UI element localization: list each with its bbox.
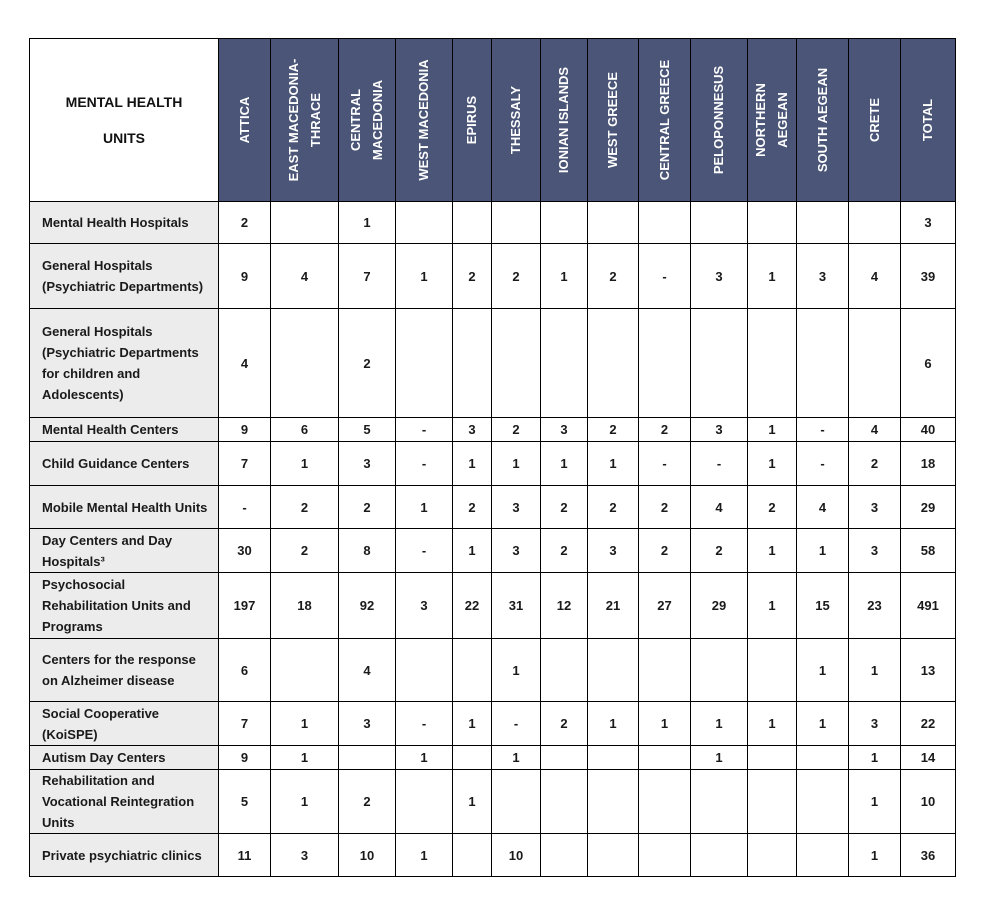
value-cell: 3 bbox=[691, 244, 748, 309]
column-header-line: CRETE bbox=[866, 97, 882, 143]
value-cell: 2 bbox=[541, 529, 588, 573]
column-header-line: AEGEAN bbox=[775, 92, 790, 148]
column-header-text bbox=[750, 83, 794, 157]
value-cell: 1 bbox=[396, 244, 453, 309]
total-cell: 36 bbox=[901, 834, 956, 877]
column-header-region bbox=[453, 39, 492, 202]
value-cell: 23 bbox=[849, 573, 901, 639]
value-cell bbox=[541, 202, 588, 244]
value-cell: 2 bbox=[588, 418, 639, 442]
column-header-region bbox=[396, 39, 453, 202]
column-header-region bbox=[588, 39, 639, 202]
value-cell bbox=[691, 202, 748, 244]
value-cell: 1 bbox=[849, 834, 901, 877]
row-label: Mental Health Hospitals bbox=[30, 202, 219, 244]
value-cell: 5 bbox=[219, 770, 271, 834]
total-cell: 29 bbox=[901, 486, 956, 529]
value-cell: 3 bbox=[849, 702, 901, 746]
value-cell bbox=[271, 639, 339, 702]
value-cell bbox=[541, 309, 588, 418]
column-header-line: WEST GREECE bbox=[605, 71, 620, 169]
value-cell: 2 bbox=[748, 486, 797, 529]
value-cell: 3 bbox=[691, 418, 748, 442]
value-cell: 2 bbox=[339, 486, 396, 529]
value-cell bbox=[748, 309, 797, 418]
value-cell: 8 bbox=[339, 529, 396, 573]
value-cell bbox=[849, 309, 901, 418]
value-cell: 1 bbox=[271, 746, 339, 770]
value-cell bbox=[797, 834, 849, 877]
value-cell: 1 bbox=[492, 639, 541, 702]
value-cell: 4 bbox=[797, 486, 849, 529]
value-cell: - bbox=[797, 442, 849, 486]
value-cell: 15 bbox=[797, 573, 849, 639]
value-cell: 4 bbox=[339, 639, 396, 702]
column-header-line: MACEDONIA bbox=[370, 79, 385, 161]
table-row bbox=[30, 202, 956, 244]
value-cell: 2 bbox=[691, 529, 748, 573]
column-header-line: THESSALY bbox=[508, 85, 523, 155]
value-cell: 2 bbox=[541, 486, 588, 529]
value-cell bbox=[639, 834, 691, 877]
column-header-text bbox=[234, 97, 256, 144]
value-cell: 1 bbox=[492, 442, 541, 486]
value-cell: 1 bbox=[849, 639, 901, 702]
value-cell bbox=[748, 639, 797, 702]
value-cell: 10 bbox=[339, 834, 396, 877]
value-cell bbox=[492, 309, 541, 418]
value-cell: 3 bbox=[339, 442, 396, 486]
column-header-region bbox=[748, 39, 797, 202]
value-cell bbox=[541, 639, 588, 702]
value-cell: 2 bbox=[492, 418, 541, 442]
value-cell: 29 bbox=[691, 573, 748, 639]
value-cell: 4 bbox=[849, 418, 901, 442]
value-cell: 10 bbox=[492, 834, 541, 877]
value-cell: 18 bbox=[271, 573, 339, 639]
row-label: Mental Health Centers bbox=[30, 418, 219, 442]
value-cell: 3 bbox=[339, 702, 396, 746]
table-row bbox=[30, 309, 956, 418]
value-cell: - bbox=[396, 702, 453, 746]
mental-health-units-table bbox=[29, 38, 956, 877]
value-cell: 27 bbox=[639, 573, 691, 639]
table-row bbox=[30, 244, 956, 309]
value-cell: 1 bbox=[748, 442, 797, 486]
value-cell: 3 bbox=[271, 834, 339, 877]
column-header-region bbox=[691, 39, 748, 202]
value-cell: 3 bbox=[492, 486, 541, 529]
value-cell: 3 bbox=[541, 418, 588, 442]
total-cell: 3 bbox=[901, 202, 956, 244]
value-cell: 1 bbox=[271, 442, 339, 486]
value-cell: 2 bbox=[453, 244, 492, 309]
value-cell: 1 bbox=[797, 702, 849, 746]
value-cell bbox=[639, 202, 691, 244]
value-cell: 1 bbox=[396, 834, 453, 877]
value-cell: 4 bbox=[271, 244, 339, 309]
value-cell bbox=[797, 309, 849, 418]
value-cell: 3 bbox=[849, 486, 901, 529]
mental-health-units-header bbox=[30, 39, 219, 202]
value-cell bbox=[639, 639, 691, 702]
column-header-region bbox=[797, 39, 849, 202]
total-cell: 58 bbox=[901, 529, 956, 573]
table-row bbox=[30, 770, 956, 834]
value-cell: 1 bbox=[748, 244, 797, 309]
value-cell: 1 bbox=[339, 202, 396, 244]
value-cell bbox=[271, 202, 339, 244]
row-label: Day Centers and Day Hospitals³ bbox=[30, 529, 219, 573]
value-cell: 2 bbox=[219, 202, 271, 244]
value-cell bbox=[588, 639, 639, 702]
value-cell: 1 bbox=[396, 746, 453, 770]
value-cell bbox=[396, 202, 453, 244]
value-cell: 1 bbox=[541, 442, 588, 486]
value-cell bbox=[797, 202, 849, 244]
column-header-region bbox=[541, 39, 588, 202]
value-cell: 4 bbox=[691, 486, 748, 529]
value-cell bbox=[748, 834, 797, 877]
column-header-text bbox=[283, 59, 327, 182]
column-header-line: IONIAN ISLANDS bbox=[556, 66, 571, 174]
mental-health-units-table-container bbox=[29, 38, 956, 877]
value-cell: 1 bbox=[588, 442, 639, 486]
total-cell: 22 bbox=[901, 702, 956, 746]
value-cell: - bbox=[396, 442, 453, 486]
value-cell: 1 bbox=[588, 702, 639, 746]
value-cell: 1 bbox=[748, 702, 797, 746]
value-cell: 1 bbox=[396, 486, 453, 529]
value-cell: 2 bbox=[639, 486, 691, 529]
value-cell: 2 bbox=[339, 770, 396, 834]
header-row bbox=[30, 39, 956, 202]
table-row bbox=[30, 486, 956, 529]
value-cell: - bbox=[219, 486, 271, 529]
column-header-text bbox=[553, 67, 575, 173]
value-cell: 7 bbox=[219, 702, 271, 746]
value-cell: 2 bbox=[639, 529, 691, 573]
value-cell: 30 bbox=[219, 529, 271, 573]
value-cell: 1 bbox=[453, 702, 492, 746]
value-cell: 3 bbox=[453, 418, 492, 442]
value-cell bbox=[396, 770, 453, 834]
value-cell bbox=[691, 309, 748, 418]
value-cell: 1 bbox=[797, 529, 849, 573]
total-cell: 6 bbox=[901, 309, 956, 418]
row-label: Private psychiatric clinics bbox=[30, 834, 219, 877]
column-header-region bbox=[849, 39, 901, 202]
value-cell bbox=[588, 202, 639, 244]
column-header-text bbox=[917, 99, 939, 141]
column-header-line: CENTRAL GREECE bbox=[656, 59, 672, 181]
row-label: Child Guidance Centers bbox=[30, 442, 219, 486]
table-row bbox=[30, 573, 956, 639]
column-header-line: NORTHERN bbox=[753, 83, 768, 157]
value-cell: 9 bbox=[219, 244, 271, 309]
value-cell: - bbox=[639, 244, 691, 309]
row-label: Centers for the response on Alzheimer disease bbox=[30, 639, 219, 702]
table-row bbox=[30, 639, 956, 702]
value-cell: 1 bbox=[453, 770, 492, 834]
table-row bbox=[30, 442, 956, 486]
value-cell: 2 bbox=[492, 244, 541, 309]
value-cell: 1 bbox=[271, 702, 339, 746]
total-cell: 491 bbox=[901, 573, 956, 639]
value-cell: 2 bbox=[339, 309, 396, 418]
value-cell: 4 bbox=[849, 244, 901, 309]
total-cell: 13 bbox=[901, 639, 956, 702]
value-cell: 6 bbox=[271, 418, 339, 442]
value-cell: 31 bbox=[492, 573, 541, 639]
value-cell: 9 bbox=[219, 746, 271, 770]
value-cell bbox=[492, 770, 541, 834]
column-header-region bbox=[271, 39, 339, 202]
value-cell: 197 bbox=[219, 573, 271, 639]
table-row bbox=[30, 746, 956, 770]
value-cell bbox=[492, 202, 541, 244]
value-cell: 3 bbox=[396, 573, 453, 639]
value-cell bbox=[691, 770, 748, 834]
value-cell: 1 bbox=[691, 746, 748, 770]
column-header-region bbox=[339, 39, 396, 202]
value-cell: 7 bbox=[339, 244, 396, 309]
column-header-line: CENTRAL bbox=[348, 88, 363, 152]
value-cell: 1 bbox=[691, 702, 748, 746]
column-header-line: TOTAL bbox=[920, 98, 935, 142]
value-cell bbox=[748, 770, 797, 834]
value-cell bbox=[541, 746, 588, 770]
column-header-line: EAST MACEDONIA- bbox=[285, 58, 301, 182]
value-cell: 2 bbox=[639, 418, 691, 442]
value-cell: 1 bbox=[271, 770, 339, 834]
value-cell: 2 bbox=[271, 486, 339, 529]
column-header-line: WEST MACEDONIA bbox=[416, 59, 431, 181]
value-cell: 1 bbox=[453, 442, 492, 486]
column-header-line: SOUTH AEGEAN bbox=[814, 67, 830, 173]
value-cell: 2 bbox=[453, 486, 492, 529]
table-row bbox=[30, 834, 956, 877]
value-cell: - bbox=[396, 418, 453, 442]
value-cell: 11 bbox=[219, 834, 271, 877]
value-cell: 2 bbox=[588, 244, 639, 309]
column-header-text bbox=[345, 80, 389, 160]
total-cell: 18 bbox=[901, 442, 956, 486]
column-header-line: ATTICA bbox=[236, 96, 252, 144]
value-cell bbox=[339, 746, 396, 770]
value-cell bbox=[453, 202, 492, 244]
value-cell bbox=[588, 309, 639, 418]
value-cell: - bbox=[691, 442, 748, 486]
value-cell: 2 bbox=[541, 702, 588, 746]
value-cell: - bbox=[639, 442, 691, 486]
value-cell: 1 bbox=[492, 746, 541, 770]
value-cell: 2 bbox=[588, 486, 639, 529]
value-cell bbox=[453, 834, 492, 877]
value-cell: 1 bbox=[541, 244, 588, 309]
value-cell: 1 bbox=[849, 746, 901, 770]
column-header-text bbox=[461, 96, 483, 144]
corner-header-line: MENTAL HEALTH bbox=[65, 94, 183, 110]
value-cell bbox=[271, 309, 339, 418]
value-cell: 22 bbox=[453, 573, 492, 639]
value-cell bbox=[588, 770, 639, 834]
value-cell bbox=[849, 202, 901, 244]
value-cell: - bbox=[797, 418, 849, 442]
value-cell: 1 bbox=[748, 418, 797, 442]
column-header-text bbox=[812, 68, 834, 172]
row-label: Rehabilitation and Vocational Reintegration Units bbox=[30, 770, 219, 834]
total-cell: 40 bbox=[901, 418, 956, 442]
column-header-line: THRACE bbox=[307, 92, 323, 148]
row-label: Autism Day Centers bbox=[30, 746, 219, 770]
value-cell: - bbox=[492, 702, 541, 746]
value-cell bbox=[691, 639, 748, 702]
value-cell: 1 bbox=[849, 770, 901, 834]
value-cell bbox=[639, 746, 691, 770]
value-cell: 3 bbox=[588, 529, 639, 573]
column-header-text bbox=[413, 59, 435, 180]
value-cell: - bbox=[396, 529, 453, 573]
value-cell: 3 bbox=[797, 244, 849, 309]
value-cell bbox=[396, 639, 453, 702]
row-label: Psychosocial Rehabilitation Units and Programs bbox=[30, 573, 219, 639]
value-cell bbox=[453, 639, 492, 702]
total-cell: 39 bbox=[901, 244, 956, 309]
value-cell bbox=[639, 309, 691, 418]
total-cell: 10 bbox=[901, 770, 956, 834]
value-cell bbox=[797, 746, 849, 770]
column-header-text bbox=[505, 86, 527, 154]
value-cell bbox=[797, 770, 849, 834]
value-cell: 5 bbox=[339, 418, 396, 442]
value-cell bbox=[588, 834, 639, 877]
total-cell: 14 bbox=[901, 746, 956, 770]
value-cell: 9 bbox=[219, 418, 271, 442]
row-label: General Hospitals (Psychiatric Departments for children and Adolescents) bbox=[30, 309, 219, 418]
column-header-region bbox=[219, 39, 271, 202]
column-header-region bbox=[639, 39, 691, 202]
column-header-line: EPIRUS bbox=[464, 95, 479, 145]
row-label: Social Cooperative (KoiSPE) bbox=[30, 702, 219, 746]
value-cell: 3 bbox=[849, 529, 901, 573]
value-cell: 1 bbox=[453, 529, 492, 573]
value-cell: 92 bbox=[339, 573, 396, 639]
value-cell: 7 bbox=[219, 442, 271, 486]
row-label: General Hospitals (Psychiatric Departments) bbox=[30, 244, 219, 309]
value-cell bbox=[748, 202, 797, 244]
value-cell bbox=[453, 746, 492, 770]
column-header-text bbox=[654, 60, 676, 180]
value-cell: 1 bbox=[748, 573, 797, 639]
value-cell bbox=[691, 834, 748, 877]
value-cell bbox=[396, 309, 453, 418]
column-header-text bbox=[708, 66, 730, 174]
column-header-region bbox=[901, 39, 956, 202]
row-label: Mobile Mental Health Units bbox=[30, 486, 219, 529]
value-cell bbox=[588, 746, 639, 770]
value-cell: 1 bbox=[797, 639, 849, 702]
value-cell bbox=[541, 770, 588, 834]
value-cell: 1 bbox=[748, 529, 797, 573]
value-cell: 6 bbox=[219, 639, 271, 702]
value-cell bbox=[453, 309, 492, 418]
value-cell: 2 bbox=[849, 442, 901, 486]
column-header-line: PELOPONNESUS bbox=[711, 65, 726, 175]
column-header-text bbox=[602, 72, 624, 168]
value-cell: 12 bbox=[541, 573, 588, 639]
column-header-region bbox=[492, 39, 541, 202]
value-cell: 4 bbox=[219, 309, 271, 418]
table-row bbox=[30, 702, 956, 746]
value-cell: 2 bbox=[271, 529, 339, 573]
value-cell bbox=[541, 834, 588, 877]
value-cell bbox=[748, 746, 797, 770]
value-cell: 21 bbox=[588, 573, 639, 639]
value-cell: 3 bbox=[492, 529, 541, 573]
corner-header-line: UNITS bbox=[103, 130, 145, 146]
value-cell: 1 bbox=[639, 702, 691, 746]
value-cell bbox=[639, 770, 691, 834]
column-header-text bbox=[864, 98, 886, 142]
table-row bbox=[30, 418, 956, 442]
table-row bbox=[30, 529, 956, 573]
